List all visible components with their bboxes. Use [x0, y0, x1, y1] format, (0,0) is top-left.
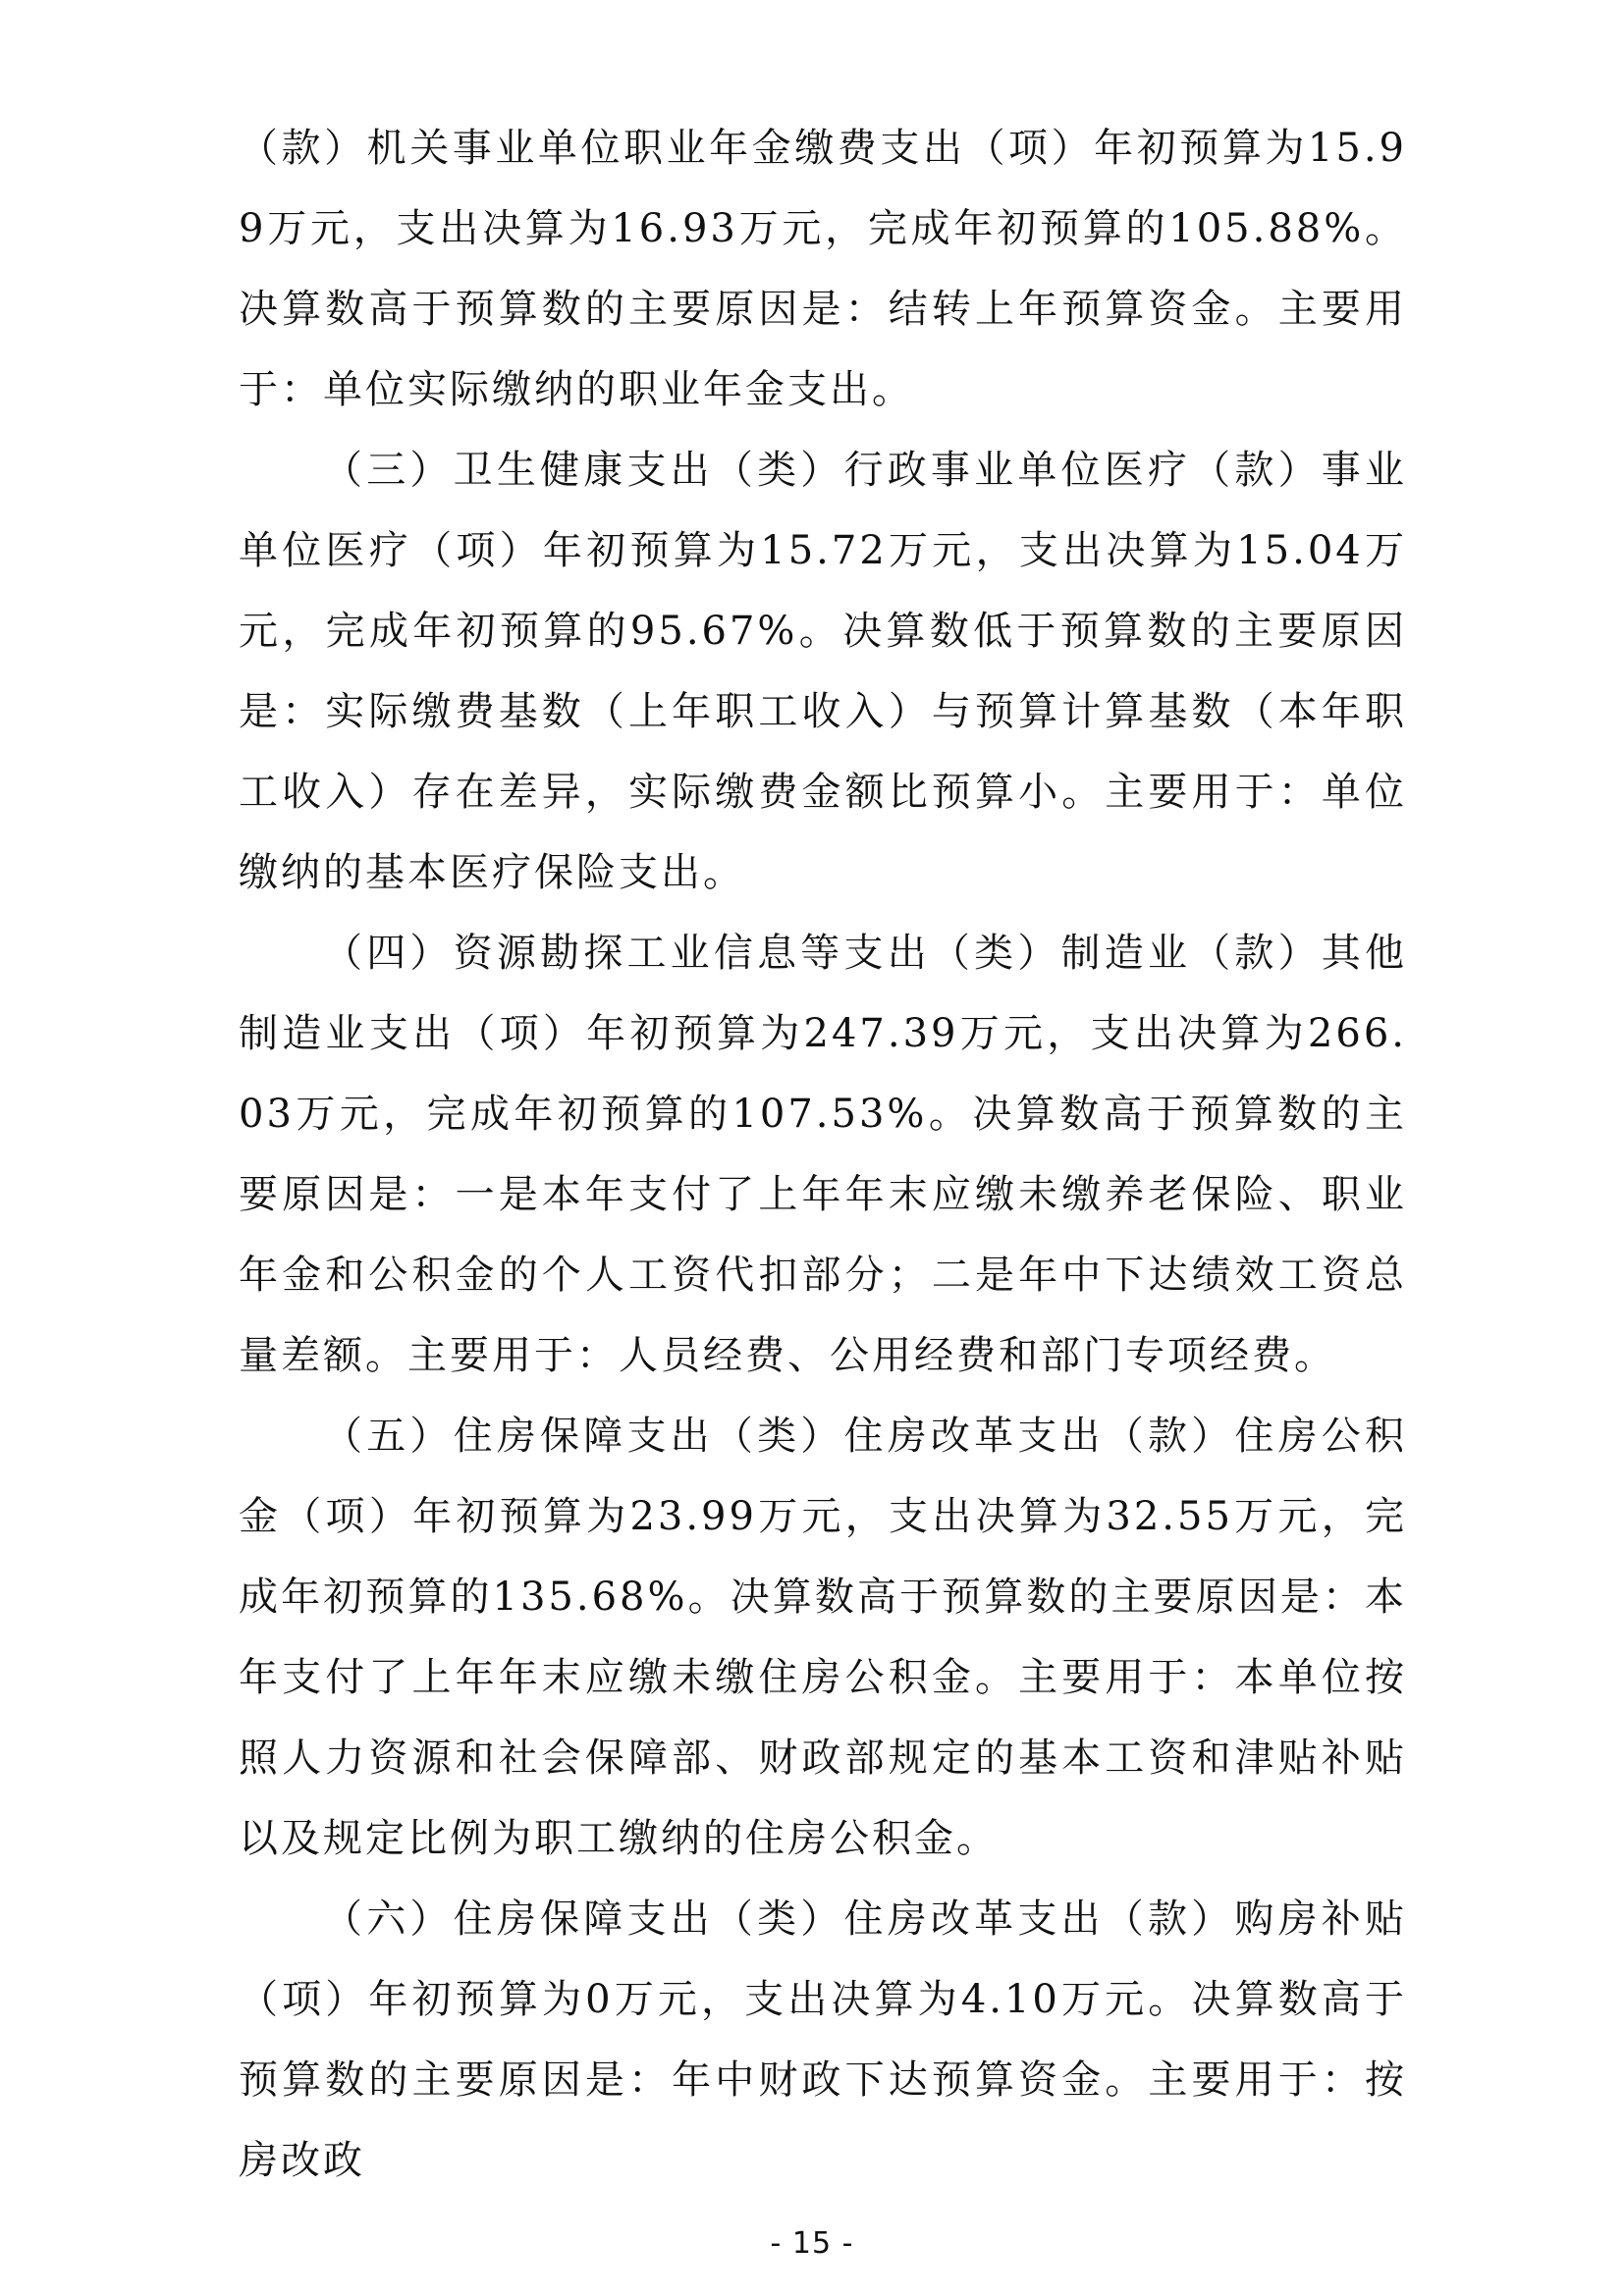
page-number: - 15 - [770, 2226, 854, 2261]
body-text [239, 108, 1407, 2201]
paragraph-housing-fund-expenditure: （五）住房保障支出（类）住房改革支出（款）住房公积金（项）年初预算为23.99万元，支出决算为32.55万元，完成年初预算的135.68%。决算数高于预算数的主要原因是：本年支付了上年年末应缴未缴住房公积金。主要用于：本单位按照人力资源和社会保障部、财政部规定的基本工资和津贴补贴以及规定比例为职工缴纳的住房公积金。 [239, 1414, 1407, 1861]
paragraph-pension-continuation: （款）机关事业单位职业年金缴费支出（项）年初预算为15.99万元，支出决算为16.93万元，完成年初预算的105.88%。决算数高于预算数的主要原因是：结转上年预算资金。主要用于：单位实际缴纳的职业年金支出。 [239, 126, 1407, 412]
paragraph-health-expenditure: （三）卫生健康支出（类）行政事业单位医疗（款）事业单位医疗（项）年初预算为15.72万元，支出决算为15.04万元，完成年初预算的95.67%。决算数低于预算数的主要原因是：实际缴费基数（上年职工收入）与预算计算基数（本年职工收入）存在差异，实际缴费金额比预算小。主要用于：单位缴纳的基本医疗保险支出。 [239, 448, 1407, 895]
paragraph-housing-subsidy-expenditure: （六）住房保障支出（类）住房改革支出（款）购房补贴（项）年初预算为0万元，支出决算为4.10万元。决算数高于预算数的主要原因是：年中财政下达预算资金。主要用于：按房改政 [239, 1896, 1407, 2183]
paragraph-manufacturing-expenditure: （四）资源勘探工业信息等支出（类）制造业（款）其他制造业支出（项）年初预算为247.39万元，支出决算为266.03万元，完成年初预算的107.53%。决算数高于预算数的主要原因是：一是本年支付了上年年末应缴未缴养老保险、职业年金和公积金的个人工资代扣部分；二是年中下达绩效工资总量差额。主要用于：人员经费、公用经费和部门专项经费。 [239, 931, 1407, 1378]
